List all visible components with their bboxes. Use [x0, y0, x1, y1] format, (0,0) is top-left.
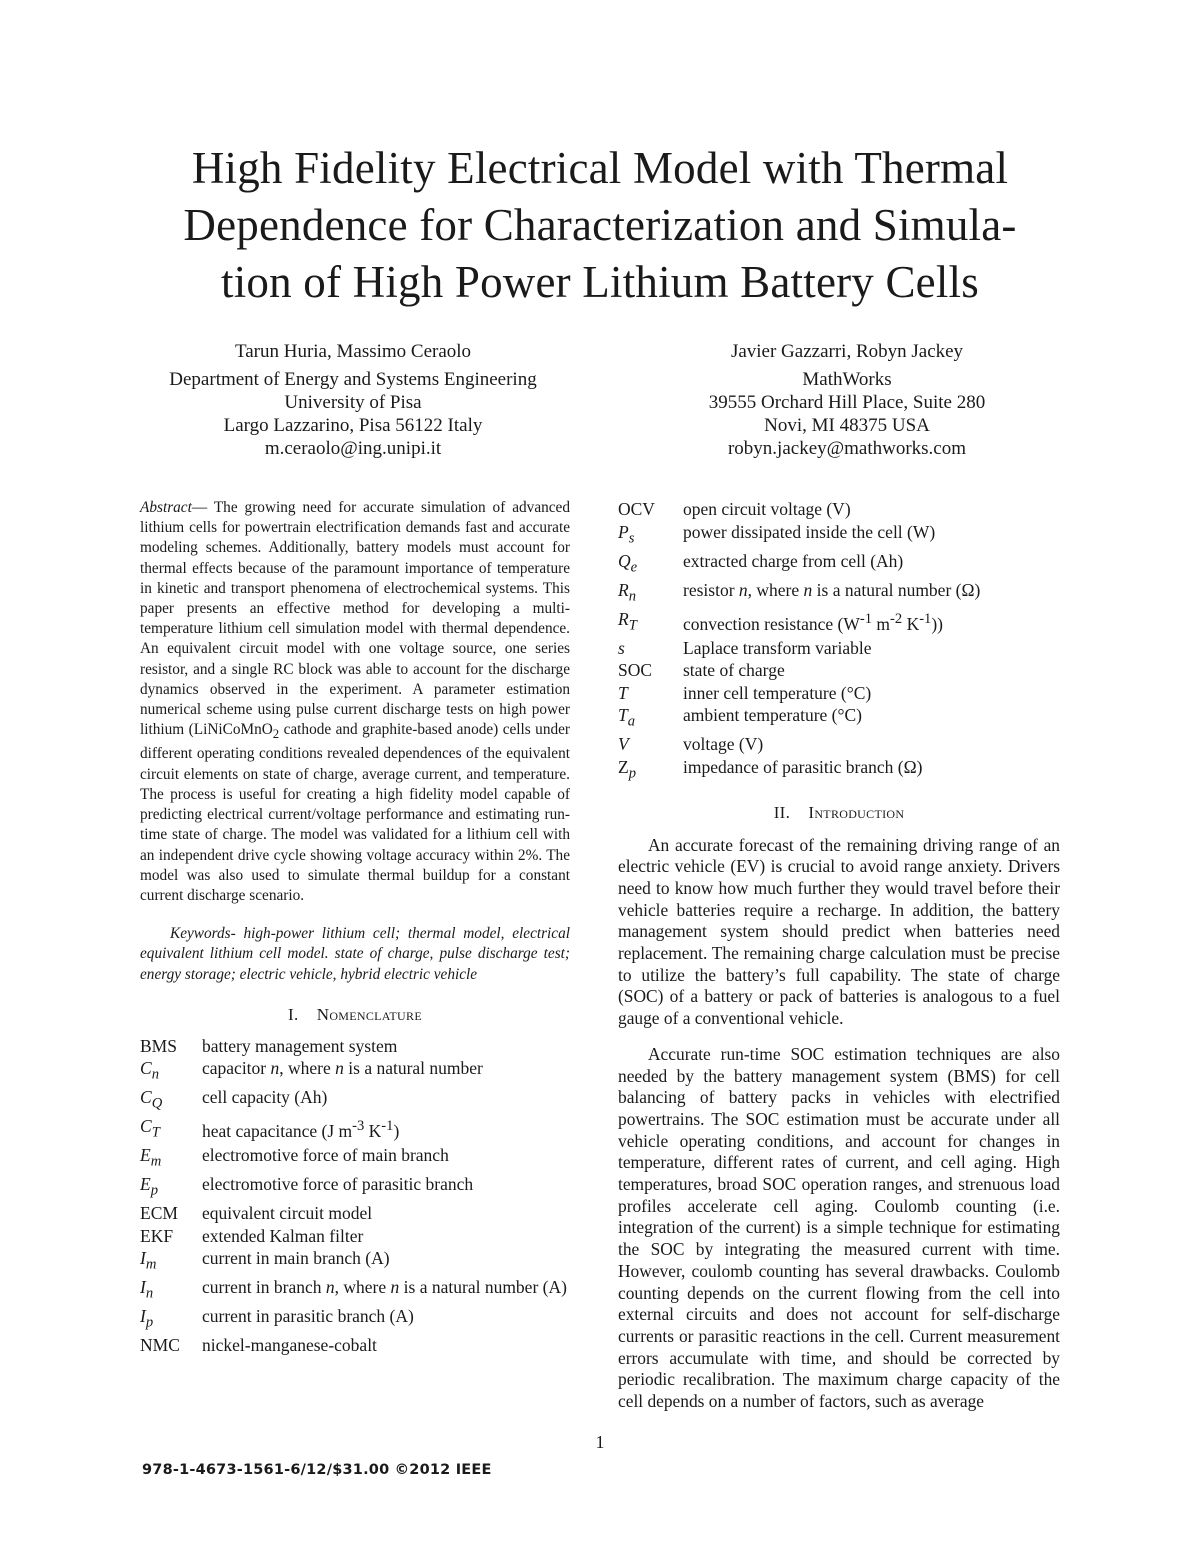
nomenclature-definition: ambient temperature (°C)	[683, 705, 863, 725]
nomenclature-symbol	[140, 1276, 202, 1305]
symbol-subscript: p	[628, 765, 636, 781]
symbol-main: C	[140, 1058, 152, 1079]
right-column	[618, 498, 1060, 1413]
author-block-right	[632, 340, 1062, 460]
nomenclature-row	[140, 1247, 570, 1276]
abstract-label: Abstract	[140, 499, 192, 516]
symbol-subscript: n	[628, 588, 636, 604]
nomenclature-symbol	[140, 1202, 202, 1225]
nomenclature-row	[140, 1086, 570, 1115]
author-address: Novi, MI 48375 USA	[764, 415, 930, 436]
symbol-main: P	[618, 521, 629, 542]
nomenclature-row	[140, 1202, 570, 1225]
nomenclature-row	[618, 756, 1060, 785]
nomenclature-row	[140, 1115, 570, 1144]
nomenclature-row	[618, 608, 1060, 637]
symbol-main: Q	[618, 550, 631, 571]
nomenclature-definition: battery management system	[202, 1035, 398, 1056]
nomenclature-row	[618, 704, 1060, 733]
symbol-main: E	[140, 1174, 151, 1195]
nomenclature-symbol	[618, 704, 683, 733]
symbol-main: V	[618, 734, 629, 754]
nomenclature-definition: state of charge	[683, 660, 785, 680]
author-names: Javier Gazzarri, Robyn Jackey	[730, 341, 964, 362]
symbol-main: T	[618, 682, 628, 703]
author-address: 39555 Orchard Hill Place, Suite 280	[708, 392, 986, 413]
nomenclature-row	[140, 1225, 570, 1248]
author-email: robyn.jackey@mathworks.com	[727, 438, 967, 459]
nomenclature-symbol	[140, 1144, 202, 1173]
nomenclature-symbol	[140, 1086, 202, 1115]
nomenclature-symbol	[618, 550, 683, 579]
nomenclature-row	[618, 659, 1060, 682]
nomenclature-row	[140, 1035, 570, 1058]
nomenclature-row	[618, 550, 1060, 579]
symbol-main: ECM	[140, 1203, 178, 1224]
symbol-subscript: s	[628, 530, 635, 546]
nomenclature-row	[618, 682, 1060, 705]
page-number: 1	[595, 1432, 605, 1452]
nomenclature-definition: electromotive force of main branch	[202, 1145, 449, 1166]
paper-title	[100, 140, 1100, 311]
nomenclature-symbol	[140, 1035, 202, 1058]
nomenclature-symbol	[140, 1247, 202, 1276]
nomenclature-definition: capacitor n, where n is a natural number	[202, 1058, 483, 1079]
nomenclature-definition: current in main branch (A)	[202, 1248, 390, 1269]
symbol-subscript: p	[145, 1314, 154, 1331]
symbol-main: EKF	[140, 1225, 174, 1246]
copyright-notice: 978-1-4673-1561-6/12/$31.00 ©2012 IEEE	[142, 1462, 492, 1478]
symbol-main: SOC	[618, 660, 653, 680]
nomenclature-definition: extended Kalman filter	[202, 1225, 364, 1246]
abstract	[140, 498, 570, 906]
section-title-rest: ntroduction	[814, 802, 905, 822]
nomenclature-table-right	[618, 498, 1060, 785]
section-number: II.	[773, 802, 791, 822]
author-organization: MathWorks	[802, 369, 892, 390]
nomenclature-row	[618, 733, 1060, 756]
nomenclature-symbol	[618, 608, 683, 637]
nomenclature-definition: resistor n, where n is a natural number (Ω)	[683, 579, 981, 600]
symbol-subscript: T	[628, 617, 637, 633]
symbol-main: s	[618, 637, 625, 658]
nomenclature-definition: cell capacity (Ah)	[202, 1087, 328, 1108]
nomenclature-symbol	[618, 756, 683, 785]
nomenclature-heading	[140, 1005, 570, 1025]
symbol-main: NMC	[140, 1335, 180, 1356]
nomenclature-symbol	[140, 1173, 202, 1202]
nomenclature-row	[618, 498, 1060, 521]
nomenclature-definition: impedance of parasitic branch (Ω)	[683, 756, 923, 777]
nomenclature-symbol	[140, 1225, 202, 1248]
nomenclature-definition: inner cell temperature (°C)	[683, 682, 872, 703]
symbol-main: R	[618, 579, 629, 600]
symbol-subscript: a	[627, 713, 636, 730]
nomenclature-definition: electromotive force of parasitic branch	[202, 1174, 474, 1195]
nomenclature-symbol	[140, 1305, 202, 1334]
nomenclature-row	[618, 521, 1060, 550]
nomenclature-row	[140, 1173, 570, 1202]
nomenclature-symbol	[618, 579, 683, 608]
nomenclature-row	[618, 637, 1060, 660]
author-department: Department of Energy and Systems Engineering	[169, 369, 537, 390]
nomenclature-row	[140, 1334, 570, 1357]
symbol-subscript: m	[145, 1256, 157, 1273]
symbol-subscript: p	[150, 1182, 158, 1199]
symbol-subscript: Q	[151, 1095, 163, 1112]
nomenclature-definition: current in branch n, where n is a natural number (A)	[202, 1277, 567, 1298]
title-line: High Fidelity Electrical Model with Thermal	[191, 143, 1009, 193]
nomenclature-row	[618, 579, 1060, 608]
symbol-main: T	[618, 705, 628, 725]
nomenclature-definition: power dissipated inside the cell (W)	[683, 521, 936, 542]
intro-paragraph: Accurate run-time SOC estimation techniques are also needed by the battery management system (BMS) for cell balancing of battery packs in vehicles with electrified powertrains. The SOC estimation must be accurate under all vehicle operating conditions, and account for changes in temperature, different rates of current, and cell aging. High temperatures, broad SOC operation ranges, and strenuous load profiles accelerate cell aging. Coulomb counting (i.e. integration of the current) is a simple technique for estimating the SOC by integrating the measured current with time. However, coulomb counting has several drawbacks. Coulomb counting depends on the current flowing from the cell into external circuits and does not account for self-discharge currents or parasitic reactions in the cell. Current measurement errors accumulate with time, and should be corrected by periodic recalibration. The maximum charge capacity of the cell depends on a number of factors, such as average	[618, 1043, 1060, 1412]
section-first-letter: I	[808, 802, 815, 822]
symbol-main: C	[140, 1116, 152, 1137]
symbol-main: I	[140, 1248, 146, 1269]
nomenclature-symbol	[140, 1334, 202, 1357]
symbol-main: I	[140, 1277, 146, 1298]
nomenclature-definition: heat capacitance (J $m^{-3}$ $K^{-1}$)	[202, 1118, 400, 1142]
intro-paragraph: An accurate forecast of the remaining driving range of an electric vehicle (EV) is crucial to avoid range anxiety. Drivers need to know how much further they would travel before their vehicle batteries require a recharge. In addition, the battery management system should predict when batteries need replacement. The remaining charge calculation must be precise to utilize the battery’s full capability. The state of charge (SOC) of a battery or pack of batteries is analogous to a fuel gauge of a conventional vehicle.	[618, 834, 1060, 1029]
author-organization: University of Pisa	[284, 392, 422, 413]
nomenclature-symbol	[618, 521, 683, 550]
nomenclature-table-left	[140, 1035, 570, 1357]
nomenclature-definition: open circuit voltage (V)	[683, 499, 851, 519]
title-line: tion of High Power Lithium Battery Cells	[221, 257, 979, 307]
symbol-main: E	[140, 1145, 151, 1166]
abstract-text-continued: cathode and graphite-based anode) cells under different operating conditions revealed dependences of the equivalent circuit elements on state of charge, average current, and temperature. The process is useful for creating a high fidelity model capable of predicting electrical current/voltage performance and estimating run-time state of charge. The model was validated for a lithium cell with an independent drive cycle showing voltage accuracy within 2%. The model was also used to simulate thermal buildup for a constant current discharge scenario.	[140, 721, 570, 904]
section-title-rest: omenclature	[329, 1004, 422, 1024]
symbol-subscript: m	[150, 1153, 162, 1170]
nomenclature-definition: equivalent circuit model	[202, 1203, 373, 1224]
symbol-main: R	[618, 608, 629, 629]
nomenclature-definition: convection resistance ($W^{-1}$ $m^{-2}$ $K^{-1}$))	[683, 610, 944, 634]
nomenclature-symbol	[618, 733, 683, 756]
nomenclature-row	[140, 1276, 570, 1305]
author-email: m.ceraolo@ing.unipi.it	[264, 438, 442, 459]
abstract-text: The growing need for accurate simulation of advanced lithium cells for powertrain electrification demands fast and accurate modeling schemes. Additionally, battery models must account for thermal effects because of the paramount importance of temperature in kinetic and transport phenomena of electrochemical systems. This paper presents an effective method for developing a multi-temperature lithium cell simulation model with thermal dependence. An equivalent circuit model with one voltage source, one series resistor, and a single RC block was able to account for the discharge dynamics observed in the experiment. A parameter estimation numerical scheme using pulse current discharge tests on high power lithium (LiNiCoMnO	[140, 499, 570, 739]
symbol-main: C	[140, 1087, 152, 1108]
nomenclature-symbol	[140, 1115, 202, 1144]
author-names: Tarun Huria, Massimo Ceraolo	[234, 341, 472, 362]
symbol-subscript: n	[151, 1066, 159, 1083]
nomenclature-definition: current in parasitic branch (A)	[202, 1306, 414, 1327]
abstract-subscript: 2	[272, 727, 280, 742]
symbol-main: Z	[618, 756, 629, 777]
nomenclature-symbol	[618, 659, 683, 682]
section-first-letter: N	[316, 1004, 330, 1024]
left-column	[140, 498, 570, 1357]
abstract-dash: —	[191, 499, 214, 516]
symbol-main: OCV	[618, 499, 655, 519]
section-number: I.	[288, 1004, 299, 1024]
nomenclature-definition: Laplace transform variable	[683, 637, 872, 658]
nomenclature-row	[140, 1144, 570, 1173]
author-block-left	[138, 340, 568, 460]
nomenclature-definition: voltage (V)	[683, 734, 764, 754]
nomenclature-symbol	[618, 637, 683, 660]
nomenclature-symbol	[618, 498, 683, 521]
symbol-main: BMS	[140, 1035, 177, 1056]
keywords: Keywords- high-power lithium cell; thermal model, electrical equivalent lithium cell model. state of charge, pulse discharge test; energy storage; electric vehicle, hybrid electric vehicle	[140, 925, 570, 983]
author-address: Largo Lazzarino, Pisa 56122 Italy	[223, 415, 483, 436]
nomenclature-definition: extracted charge from cell (Ah)	[683, 550, 904, 571]
symbol-main: I	[140, 1306, 146, 1327]
nomenclature-definition: nickel-manganese-cobalt	[202, 1335, 377, 1356]
nomenclature-symbol	[618, 682, 683, 705]
symbol-subscript: e	[630, 559, 638, 575]
nomenclature-row	[140, 1057, 570, 1086]
symbol-subscript: T	[151, 1124, 160, 1141]
symbol-subscript: n	[145, 1285, 154, 1302]
nomenclature-row	[140, 1305, 570, 1334]
introduction-heading	[618, 803, 1060, 823]
nomenclature-symbol	[140, 1057, 202, 1086]
title-line: Dependence for Characterization and Simula-	[183, 200, 1017, 250]
